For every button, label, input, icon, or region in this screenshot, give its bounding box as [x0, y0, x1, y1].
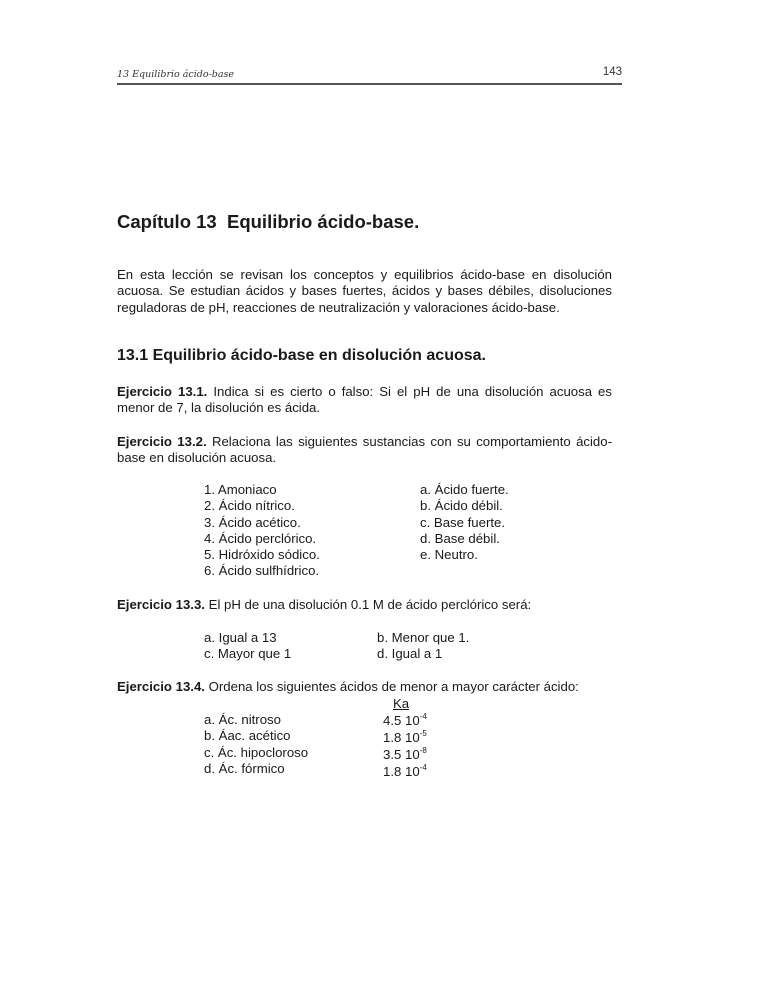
exercise-text: Ordena los siguientes ácidos de menor a mayor carácter ácido: [204, 679, 579, 694]
acid-name: a. Ác. nitroso [204, 712, 281, 727]
list-item: 3. Ácido acético. [204, 514, 301, 530]
exercise-label: Ejercicio 13.3. [117, 597, 205, 612]
exercise-13-3 [117, 597, 612, 613]
option-item: d. Igual a 1 [377, 646, 443, 662]
behaviours-list [420, 482, 509, 563]
ka-value: 1.8 $10^{-4}$ [383, 763, 427, 779]
ka-value: 3.5 $10^{-8}$ [383, 746, 427, 762]
intro-paragraph: En esta lección se revisan los conceptos y equilibrios ácido-base en disolución acuosa. Se estudian ácidos y bases fuertes, ácidos y bases débiles, disoluciones reguladoras de pH, reacciones de neutralización y valoraciones ácido-base. [117, 267, 612, 315]
options-col-1 [204, 630, 291, 663]
exercise-text: Indica si es cierto o falso: Si el pH de una disolución acuosa es menor de 7, la disolución es ácida. [117, 384, 612, 416]
option-item: a. Igual a 13 [204, 630, 277, 645]
exercise-text: El pH de una disolución 0.1 M de ácido perclórico será: [204, 597, 532, 612]
exercise-13-2 [117, 434, 612, 467]
exercise-label: Ejercicio 13.4. [117, 679, 205, 694]
ka-header: Ka [393, 696, 410, 711]
acid-name: d. Ác. fórmico [204, 760, 285, 776]
running-header-title: 13 Equilibrio ácido-base [117, 69, 235, 80]
substances-list [204, 482, 320, 580]
list-item: d. Base débil. [420, 530, 500, 546]
list-item: 5. Hidróxido sódico. [204, 547, 320, 563]
header-rule [117, 83, 622, 85]
exercise-13-1 [117, 384, 612, 417]
option-item: b. Menor que 1. [377, 630, 470, 645]
list-item: c. Base fuerte. [420, 514, 506, 530]
exercise-text: Relaciona las siguientes sustancias con su comportamiento ácido-base en disolución acuosa. [117, 434, 612, 466]
exercise-13-4 [117, 679, 612, 695]
list-item: 1. Amoniaco [204, 482, 277, 497]
acid-name: c. Ác. hipocloroso [204, 744, 309, 760]
acids-list [204, 712, 308, 777]
page-number: 143 [602, 66, 622, 78]
option-item: c. Mayor que 1 [204, 646, 292, 662]
list-item: b. Ácido débil. [420, 498, 503, 514]
list-item: 2. Ácido nítrico. [204, 498, 295, 514]
exercise-label: Ejercicio 13.1. [117, 384, 208, 399]
ka-value: 4.5 $10^{-4}$ [383, 712, 427, 728]
options-col-2 [377, 630, 469, 663]
list-item: 6. Ácido sulfhídrico. [204, 563, 320, 579]
list-item: a. Ácido fuerte. [420, 482, 509, 497]
list-item: e. Neutro. [420, 547, 478, 563]
section-title: 13.1 Equilibrio ácido-base en disolución acuosa. [117, 347, 486, 364]
ka-column [383, 695, 427, 780]
exercise-label: Ejercicio 13.2. [117, 434, 207, 449]
ka-value: 1.8 $10^{-5}$ [383, 729, 427, 745]
list-item: 4. Ácido perclórico. [204, 530, 317, 546]
acid-name: b. Áac. acético [204, 728, 291, 744]
chapter-title: Capítulo 13 Equilibrio ácido-base. [117, 211, 420, 232]
